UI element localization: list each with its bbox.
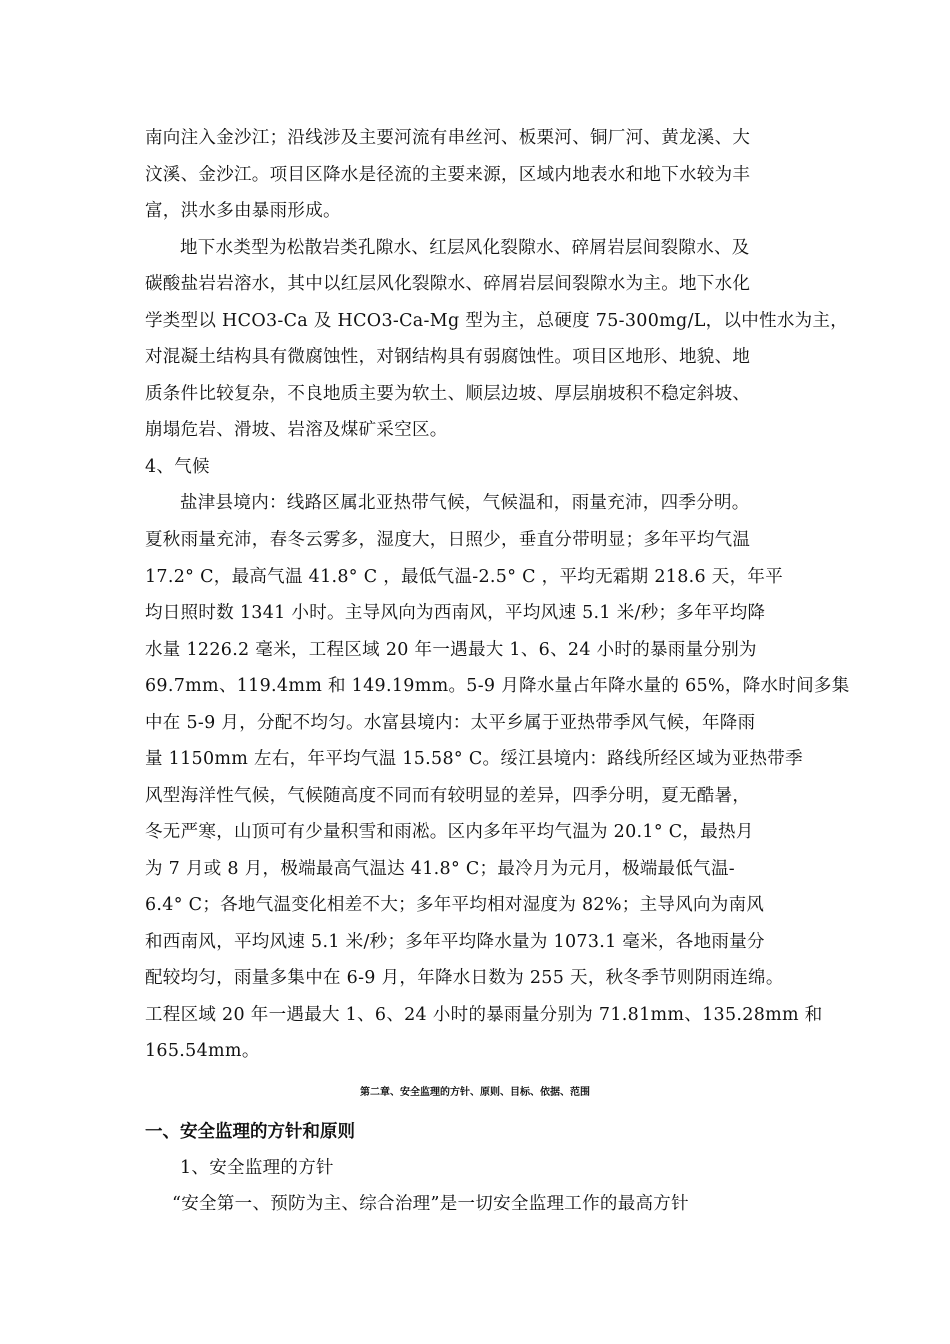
paragraph-line: 富，洪水多由暴雨形成。 — [145, 201, 341, 221]
subsection-title: 1、安全监理的方针 — [180, 1158, 334, 1178]
paragraph-line: 风型海洋性气候，气候随高度不同而有较明显的差异，四季分明，夏无酷暑， — [145, 786, 751, 806]
paragraph-line: 汶溪、金沙江。项目区降水是径流的主要来源，区域内地表水和地下水较为丰 — [145, 165, 751, 185]
paragraph-line: 量 1150mm 左右，年平均气温 15.58° C。绥江县境内：路线所经区域为亚热带季 — [145, 749, 803, 769]
paragraph-line: 工程区域 20 年一遇最大 1、6、24 小时的暴雨量分别为 71.81mm、135.28mm 和 — [145, 1005, 823, 1025]
paragraph-line: 中在 5-9 月，分配不均匀。水富县境内：太平乡属于亚热带季风气候，年降雨 — [145, 713, 756, 733]
section-title: 4、气候 — [145, 457, 210, 477]
paragraph-line: 对混凝土结构具有微腐蚀性，对钢结构具有弱腐蚀性。项目区地形、地貌、地 — [145, 347, 751, 367]
paragraph-line: 69.7mm、119.4mm 和 149.19mm。5-9 月降水量占年降水量的 65%，降水时间多集 — [145, 676, 850, 696]
paragraph-line: 盐津县境内：线路区属北亚热带气候，气候温和，雨量充沛，四季分明。 — [180, 493, 750, 513]
paragraph-line: 冬无严寒，山顶可有少量积雪和雨凇。区内多年平均气温为 20.1° C，最热月 — [145, 822, 754, 842]
paragraph-line: 均日照时数 1341 小时。主导风向为西南风，平均风速 5.1 米/秒；多年平均降 — [145, 603, 766, 623]
paragraph-line: 地下水类型为松散岩类孔隙水、红层风化裂隙水、碎屑岩层间裂隙水、及 — [180, 238, 750, 258]
paragraph-line: 和西南风，平均风速 5.1 米/秒；多年平均降水量为 1073.1 毫米，各地雨量分 — [145, 932, 765, 952]
paragraph-line: “安全第一、预防为主、综合治理”是一切安全监理工作的最高方针 — [172, 1194, 689, 1214]
paragraph-line: 17.2° C，最高气温 41.8° C ，最低气温-2.5° C ，平均无霜期 218.6 天，年平 — [145, 567, 783, 587]
paragraph-line: 碳酸盐岩岩溶水，其中以红层风化裂隙水、碎屑岩层间裂隙水为主。地下水化 — [145, 274, 751, 294]
paragraph-line: 水量 1226.2 毫米，工程区域 20 年一遇最大 1、6、24 小时的暴雨量分别为 — [145, 640, 757, 660]
paragraph-line: 165.54mm。 — [145, 1041, 260, 1061]
paragraph-line: 崩塌危岩、滑坡、岩溶及煤矿采空区。 — [145, 420, 448, 440]
paragraph-line: 为 7 月或 8 月，极端最高气温达 41.8° C；最冷月为元月，极端最低气温- — [145, 859, 735, 879]
chapter-title: 第二章、安全监理的方针、原则、目标、依据、范围 — [360, 1087, 590, 1098]
paragraph-line: 学类型以 HCO3-Ca 及 HCO3-Ca-Mg 型为主，总硬度 75-300mg/L，以中性水为主， — [145, 311, 849, 331]
paragraph-line: 配较均匀，雨量多集中在 6-9 月，年降水日数为 255 天，秋冬季节则阴雨连绵。 — [145, 968, 784, 988]
section-heading: 一、安全监理的方针和原则 — [145, 1122, 355, 1142]
paragraph-line: 夏秋雨量充沛，春冬云雾多，湿度大，日照少，垂直分带明显；多年平均气温 — [145, 530, 751, 550]
paragraph-line: 6.4° C；各地气温变化相差不大；多年平均相对湿度为 82%；主导风向为南风 — [145, 895, 765, 915]
paragraph-line: 南向注入金沙江；沿线涉及主要河流有串丝河、板栗河、铜厂河、黄龙溪、大 — [145, 128, 751, 148]
paragraph-line: 质条件比较复杂，不良地质主要为软土、顺层边坡、厚层崩坡积不稳定斜坡、 — [145, 384, 751, 404]
